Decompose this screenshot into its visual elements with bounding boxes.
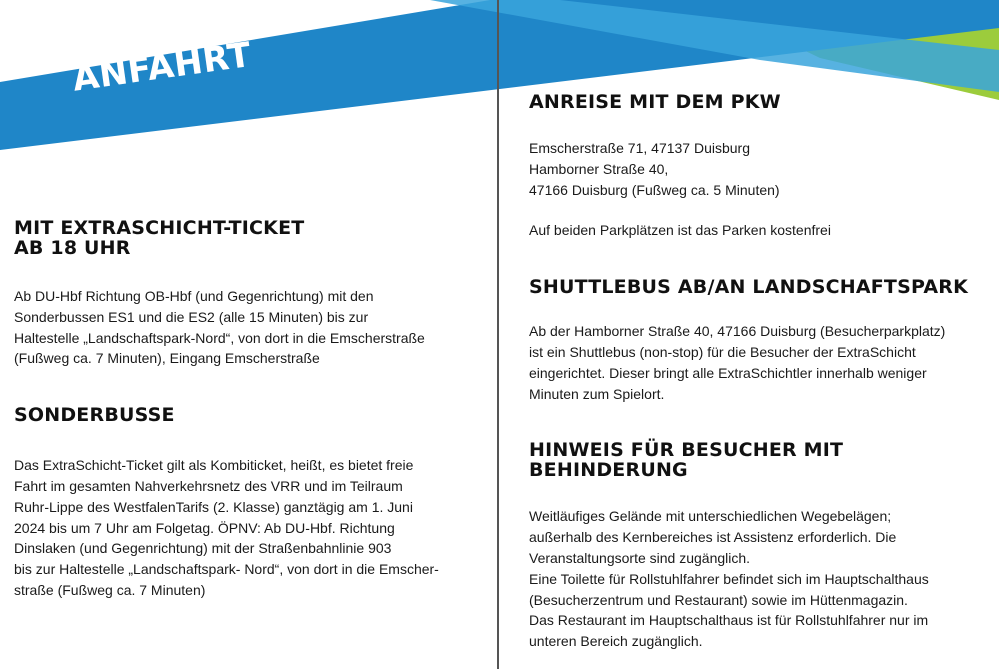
text-line: ist ein Shuttlebus (non-stop) für die Besucher der ExtraSchicht: [529, 343, 916, 360]
heading-line: AB 18 UHR: [14, 237, 131, 259]
heading-line: SONDERBUSSE: [14, 404, 175, 427]
paragraph-shuttlebus: [529, 321, 979, 404]
heading-extraschicht-ticket: [14, 218, 474, 258]
heading-line: MIT EXTRASCHICHT-TICKET: [14, 217, 305, 239]
text-line: (Besucherzentrum und Restaurant) sowie im Hüttenmagazin.: [529, 591, 908, 608]
text-line: Ruhr-Lippe des WestfalenTarifs (2. Klasse) ganztägig am 1. Juni: [14, 498, 413, 515]
text-line: bis zur Haltestelle „Landschaftspark- Nord“, von dort in die Emscher-: [14, 561, 439, 578]
address-block: [529, 138, 979, 200]
text-line: Ab DU-Hbf Richtung OB-Hbf (und Gegenrichtung) mit den: [14, 288, 374, 304]
section-shuttlebus: [529, 277, 979, 404]
paragraph-extraschicht-ticket: [14, 286, 474, 369]
banner-title: ANFAHRT: [70, 34, 255, 100]
text-line: Dinslaken (und Gegenrichtung) mit der Straßenbahnlinie 903: [14, 540, 392, 557]
parking-note: [529, 220, 979, 241]
text-line: (Fußweg ca. 7 Minuten), Eingang Emscherstraße: [14, 350, 320, 367]
heading-sonderbusse: [14, 405, 474, 425]
text-line: Auf beiden Parkplätzen ist das Parken kostenfrei: [529, 222, 831, 239]
section-hinweis-behinderung: [529, 440, 979, 652]
column-divider: [497, 0, 499, 669]
heading-line: SHUTTLEBUS AB/AN LANDSCHAFTSPARK: [529, 276, 968, 299]
left-column: [14, 218, 474, 601]
text-line: Fahrt im gesamten Nahverkehrsnetz des VRR und im Teilraum: [14, 477, 403, 494]
heading-line: BEHINDERUNG: [529, 459, 688, 482]
heading-hinweis-behinderung: [529, 440, 979, 480]
address-line: Hamborner Straße 40,: [529, 160, 669, 177]
text-line: eingerichtet. Dieser bringt alle ExtraSchichtler innerhalb weniger: [529, 364, 927, 381]
text-line: Veranstaltungsorte sind zugänglich.: [529, 549, 751, 566]
heading-line: ANREISE MIT DEM PKW: [529, 91, 781, 113]
heading-shuttlebus: [529, 277, 979, 297]
right-column: [529, 92, 979, 652]
paragraph-sonderbusse: [14, 455, 474, 601]
text-line: Eine Toilette für Rollstuhlfahrer befindet sich im Hauptschalthaus: [529, 570, 929, 587]
text-line: Das Restaurant im Hauptschalthaus ist für Rollstuhlfahrer nur im: [529, 612, 929, 629]
text-line: Das ExtraSchicht-Ticket gilt als Kombiticket, heißt, es bietet freie: [14, 457, 414, 474]
heading-anreise-pkw: [529, 92, 979, 112]
text-line: Ab der Hamborner Straße 40, 47166 Duisburg (Besucherparkplatz): [529, 323, 946, 340]
address-line: 47166 Duisburg (Fußweg ca. 5 Minuten): [529, 181, 780, 198]
text-line: Sonderbussen ES1 und die ES2 (alle 15 Minuten) bis zur: [14, 308, 369, 325]
text-line: Weitläufiges Gelände mit unterschiedlichen Wegebelägen;: [529, 508, 892, 525]
text-line: Haltestelle „Landschaftspark-Nord“, von dort in die Emscherstraße: [14, 329, 425, 346]
text-line: 2024 bis um 7 Uhr am Folgetag. ÖPNV: Ab DU-Hbf. Richtung: [14, 519, 395, 536]
section-sonderbusse: [14, 405, 474, 601]
text-line: Minuten zum Spielort.: [529, 385, 665, 402]
section-extraschicht-ticket: [14, 218, 474, 369]
text-line: außerhalb des Kernbereiches ist Assistenz erforderlich. Die: [529, 529, 897, 546]
address-line: Emscherstraße 71, 47137 Duisburg: [529, 140, 750, 156]
paragraph-hinweis-behinderung: [529, 506, 979, 652]
text-line: straße (Fußweg ca. 7 Minuten): [14, 581, 206, 598]
text-line: unteren Bereich zugänglich.: [529, 633, 703, 650]
heading-line: HINWEIS FÜR BESUCHER MIT: [529, 439, 844, 462]
section-anreise-pkw: [529, 92, 979, 241]
